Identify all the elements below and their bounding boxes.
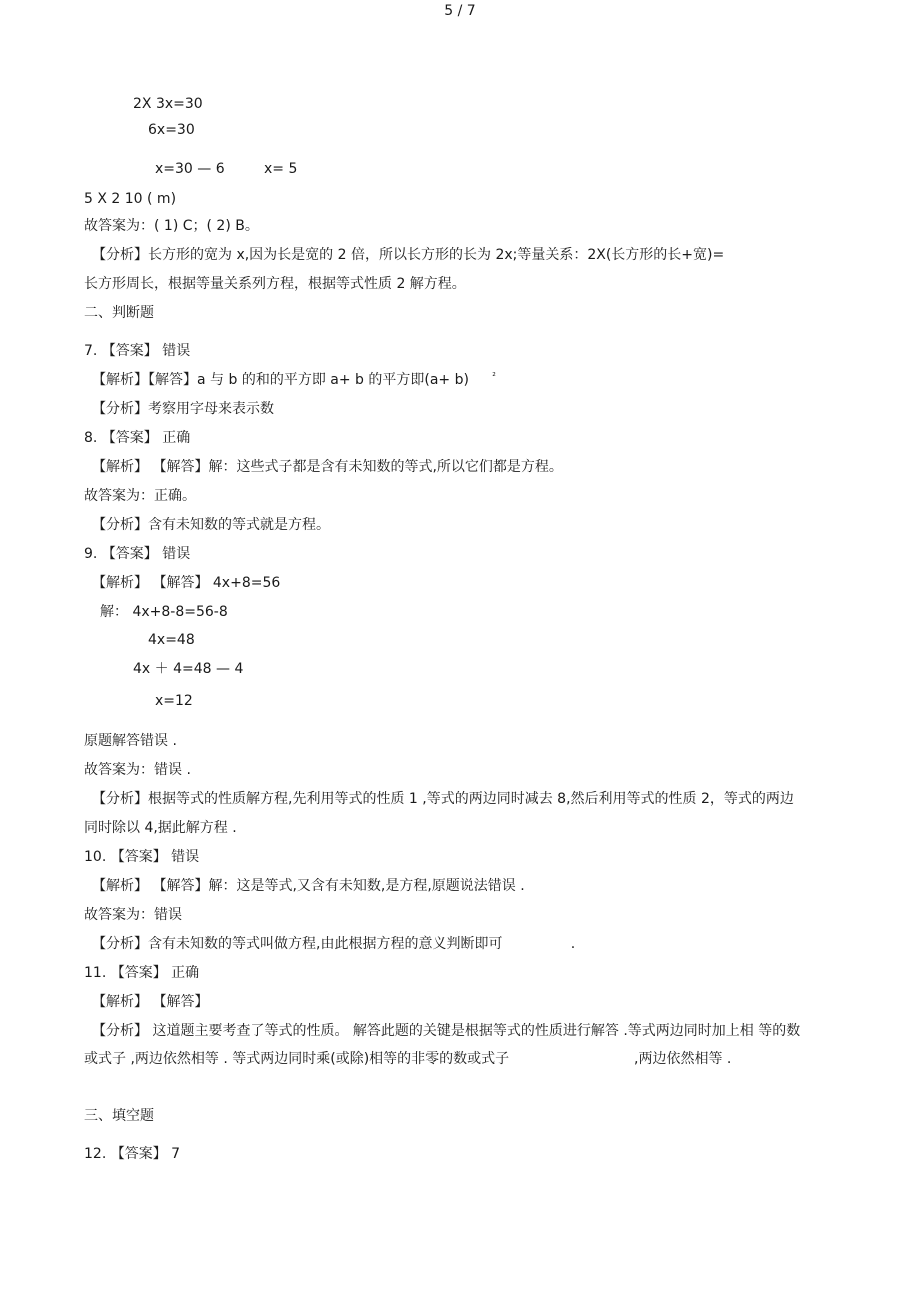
page-indicator: 5 / 7 [444, 3, 476, 19]
equation-line: x=30 — 6 [155, 161, 225, 177]
analysis-line: 或式子 ,两边依然相等 . 等式两边同时乘(或除)相等的非零的数或式子 [84, 1051, 510, 1067]
question-answer: 7. 【答案】 错误 [84, 343, 191, 359]
equation-line: 4x ＋ 4=48 — 4 [133, 661, 244, 677]
analysis-line: 【分析】含有未知数的等式就是方程。 [92, 517, 330, 533]
superscript-mark: ² [492, 372, 496, 382]
question-answer: 12. 【答案】 7 [84, 1146, 181, 1162]
section-heading: 二、判断题 [84, 305, 154, 321]
conclusion-line: 原题解答错误 . [84, 733, 177, 749]
question-answer: 11. 【答案】 正确 [84, 965, 200, 981]
equation-line: 2X 3x=30 [133, 96, 203, 112]
answer-line: 故答案为：正确。 [84, 488, 196, 504]
explanation-line: 【解析】 【解答】解：这些式子都是含有未知数的等式,所以它们都是方程。 [92, 459, 563, 475]
equation-line: 6x=30 [148, 122, 195, 138]
trailing-period: . [570, 936, 576, 952]
calc-line: 5 X 2 10 ( m) [84, 191, 177, 207]
question-answer: 9. 【答案】 错误 [84, 546, 191, 562]
equation-line: x= 5 [264, 161, 298, 177]
explanation-line: 【解析】 【解答】 4x+8=56 [92, 575, 281, 591]
explanation-line: 【解析】 【解答】 [92, 994, 209, 1010]
analysis-line: 【分析】根据等式的性质解方程,先利用等式的性质 1 ,等式的两边同时减去 8,然后利用等式的性质 2，等式的两边 [92, 791, 794, 807]
analysis-line: 【分析】含有未知数的等式叫做方程,由此根据方程的意义判断即可 . [92, 935, 502, 953]
question-answer: 8. 【答案】 正确 [84, 430, 191, 446]
equation-line: 4x=48 [148, 632, 195, 648]
section-heading: 三、填空题 [84, 1108, 154, 1124]
equation-line: 解： 4x+8-8=56-8 [100, 604, 228, 620]
analysis-line: 【分析】考察用字母来表示数 [92, 401, 274, 417]
analysis-line: 同时除以 4,据此解方程 . [84, 820, 237, 836]
explanation-line: 【解析】【解答】a 与 b 的和的平方即 a+ b 的平方即(a+ b) ² [92, 371, 469, 389]
explanation-line: 【解析】 【解答】解：这是等式,又含有未知数,是方程,原题说法错误 . [92, 878, 525, 894]
question-answer: 10. 【答案】 错误 [84, 849, 200, 865]
analysis-line-tail: ,两边依然相等 . [634, 1051, 732, 1067]
equation-line: x=12 [155, 693, 193, 709]
answer-line: 故答案为：( 1) C；( 2) B。 [84, 218, 259, 234]
answer-line: 故答案为：错误 . [84, 762, 191, 778]
analysis-line: 长方形周长，根据等量关系列方程，根据等式性质 2 解方程。 [84, 276, 466, 292]
answer-line: 故答案为：错误 [84, 907, 182, 923]
analysis-line: 【分析】 这道题主要考查了等式的性质。 解答此题的关键是根据等式的性质进行解答 .等式两边同时加上相 等的数 [92, 1023, 801, 1039]
analysis-line: 【分析】长方形的宽为 x,因为长是宽的 2 倍，所以长方形的长为 2x;等量关系：2X(长方形的长+宽)= [92, 247, 725, 263]
